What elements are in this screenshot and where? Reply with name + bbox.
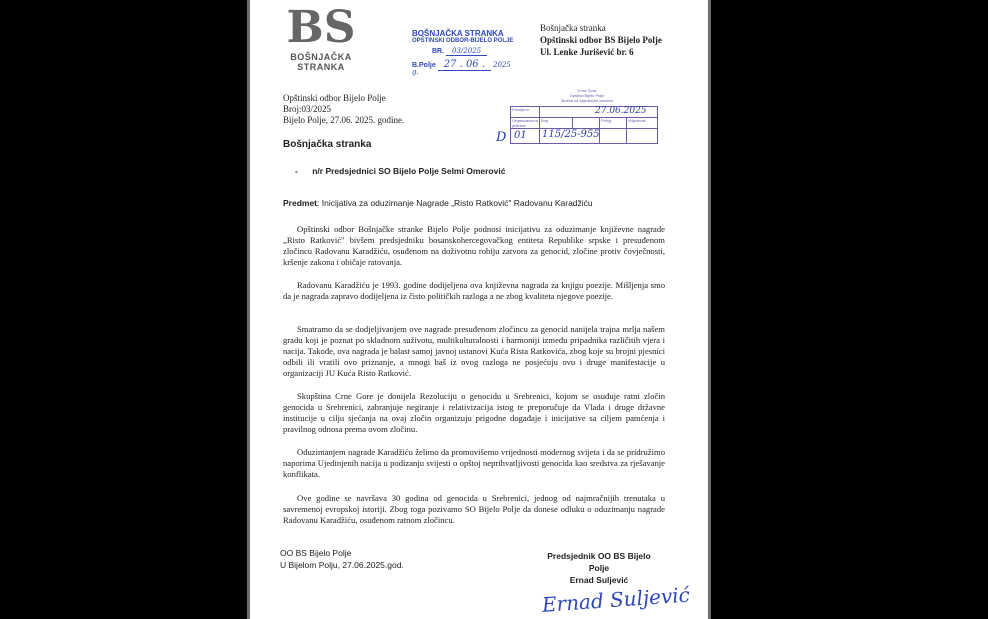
stamp-date-row <box>412 58 518 77</box>
sender-line2: Broj:03/2025 <box>283 104 332 114</box>
logo-line1: BOŠNJAČKA <box>290 52 352 62</box>
signature-image <box>538 578 691 619</box>
registry-org-value: 01 <box>514 130 527 141</box>
footer-left-line1: OO BS Bijelo Polje <box>280 548 352 558</box>
registry-col-number: Broj <box>540 118 573 129</box>
registry-col-org: Organizaciona jedinica <box>512 118 538 128</box>
registry-received-cell <box>540 107 658 118</box>
registry-col-spacer <box>573 118 600 129</box>
signature-text: Ernad Suljević <box>541 582 691 617</box>
party-heading: Bošnjačka stranka <box>283 139 372 150</box>
sender-line1: Opštinski odbor Bijelo Polje <box>283 93 386 103</box>
party-stamp <box>412 30 518 77</box>
address-line2: Opštinski odbor BS Bijelo Polje <box>540 35 662 45</box>
sender-block <box>283 93 404 126</box>
registry-col-value: Vrijednost <box>627 118 658 129</box>
recipient-line <box>295 166 517 176</box>
body-paragraph-6: Ove godine se navršava 30 godina od genocida u Srebrenici, jednog od najmračnijih trenutaka u savremenoj evropskoj istoriji. Zbog toga pozivamo SO Bijelo Polje da donese odluku o oduzimanju nagrade Radovanu Karadžiću, osuđenom ratnom zločincu. <box>283 493 665 525</box>
body-paragraph-3: Smatramo da se dodjeljivanjem ove nagrade presuđenom zločincu za genocid nanijela trajna mrlja našem gradu koji je poznat po skladnom suživotu, multikulturalnosti i harmoniji između pripadnika različitih vjera i nacija. Takođe, ova nagrada je balast samoj javnoj ustanovi Kuća Rista Ratkovića, zbog koje su brojni pjesnici odbili ili vratili ovo priznanje, a mnogi baš iz ovog razloga ne posjećuju ovu i druge manifestacije u organizaciji JU Kuća Risto Ratković. <box>283 324 665 378</box>
registry-stamp <box>510 88 664 141</box>
registry-attachment-cell <box>600 129 627 144</box>
registry-value-cell <box>627 129 658 144</box>
registry-table <box>510 106 658 144</box>
stamp-br-value: 03/2025 <box>446 47 487 56</box>
registry-org-cell <box>511 129 540 144</box>
address-line3: Ul. Lenke Jurišević br. 6 <box>540 47 634 57</box>
recipient-dash: - <box>295 166 298 176</box>
page-right-edge <box>708 0 711 619</box>
body-paragraph-4: Skupština Crne Gore je donijela Rezoluciju o genocidu u Srebrenici, kojom se osuđuje ratni zločin genocida u Srebrenici, zabranjuje negiranje i relativizacija istog te preporučuje da Vlada i druge državne institucije u cilju sjećanja na ovaj zločin organizuju prigodne događaje i inicijative sa ciljem pamćenja i pravilnog odnosa prema ovom zločinu. <box>283 391 665 434</box>
document-page <box>250 0 708 619</box>
body-paragraph-5: Oduzimanjem nagrade Karadžiću želimo da promovišemo vrijednosti modernog svijeta i da se pridružimo naporima Ujedinjenih nacija u podizanju svijesti o opštoj neprihvatljivosti genocida kao sredstva za rješavanje konflikata. <box>283 447 665 479</box>
logo-text <box>288 52 354 72</box>
registry-number-value: 115/25-955 <box>542 129 600 140</box>
subject-line <box>283 198 593 208</box>
signatory-title: Predsjednik OO BS Bijelo Polje <box>547 551 651 573</box>
body-paragraph-2: Radovanu Karadžiću je 1993. godine dodijeljena ova književna nagrada za knjigu poezije. Mišljenja smo da je nagrada zapravo dodijeljena iz čisto političkih razloga a ne zbog kvaliteta njegove poezije. <box>283 280 665 301</box>
address-block <box>540 22 662 58</box>
stamp-line2: OPŠTINSKI ODBOR-BIJELO POLJE <box>412 37 514 44</box>
registry-col-attachment: Prilog <box>600 118 627 129</box>
signatory-name: Ernad Suljević <box>569 575 629 585</box>
body-paragraph-1: Opštinski odbor Bošnjačke stranke Bijelo Polje podnosi inicijativu za oduzimanje književne nagrade „Risto Ratković" bivšem predsjedniku bosanskohercegovačkog entiteta Republike srpske i presuđenom zločincu Radovanu Karadžiću, osuđenom na doživotnu robiju zatvora za genocid, zločine protiv čovječnosti, kršenje zakona i običaje ratovanja. <box>283 224 665 267</box>
registry-header-line3: Služba za zajedničke poslove <box>560 98 614 103</box>
registry-received-value: 27.06.2025 <box>595 106 647 116</box>
address-line1: Bošnjačka stranka <box>540 23 606 33</box>
stamp-br-label: BR. <box>432 48 445 55</box>
subject-label: Predmet <box>283 198 318 208</box>
stamp-number-row <box>412 48 518 56</box>
sender-line3: Bijelo Polje, 27.06. 2025. godine. <box>283 115 405 125</box>
registry-margin-mark: D <box>496 130 507 145</box>
registry-number-cell <box>540 129 600 144</box>
registry-header-line2: Opština Bijelo Polje <box>569 93 605 98</box>
stamp-place-label: B.Polje <box>412 61 436 69</box>
footer-left-line2: U Bijelom Polju, 27.06.2025.god. <box>280 560 404 570</box>
registry-header-line1: Crna Gora <box>577 88 597 93</box>
party-logo-icon <box>286 2 356 53</box>
registry-received-label: Primljeno: <box>511 107 540 118</box>
logo-initials: BS <box>286 2 356 53</box>
footer-left <box>280 547 404 571</box>
logo-line2: STRANKA <box>297 62 345 72</box>
subject-text: : Inicijativa za oduzimanje Nagrade „Risto Ratković" Radovanu Karadžiću <box>317 198 593 208</box>
stamp-date-value: 27 . 06 . <box>438 59 491 71</box>
stamp-line1: BOŠNJAČKA STRANKA <box>412 29 504 38</box>
recipient-text: n/r Predsjednici SO Bijelo Polje Selmi Omerović <box>312 166 506 176</box>
stamp-year-value: 2025 g. <box>412 60 511 76</box>
